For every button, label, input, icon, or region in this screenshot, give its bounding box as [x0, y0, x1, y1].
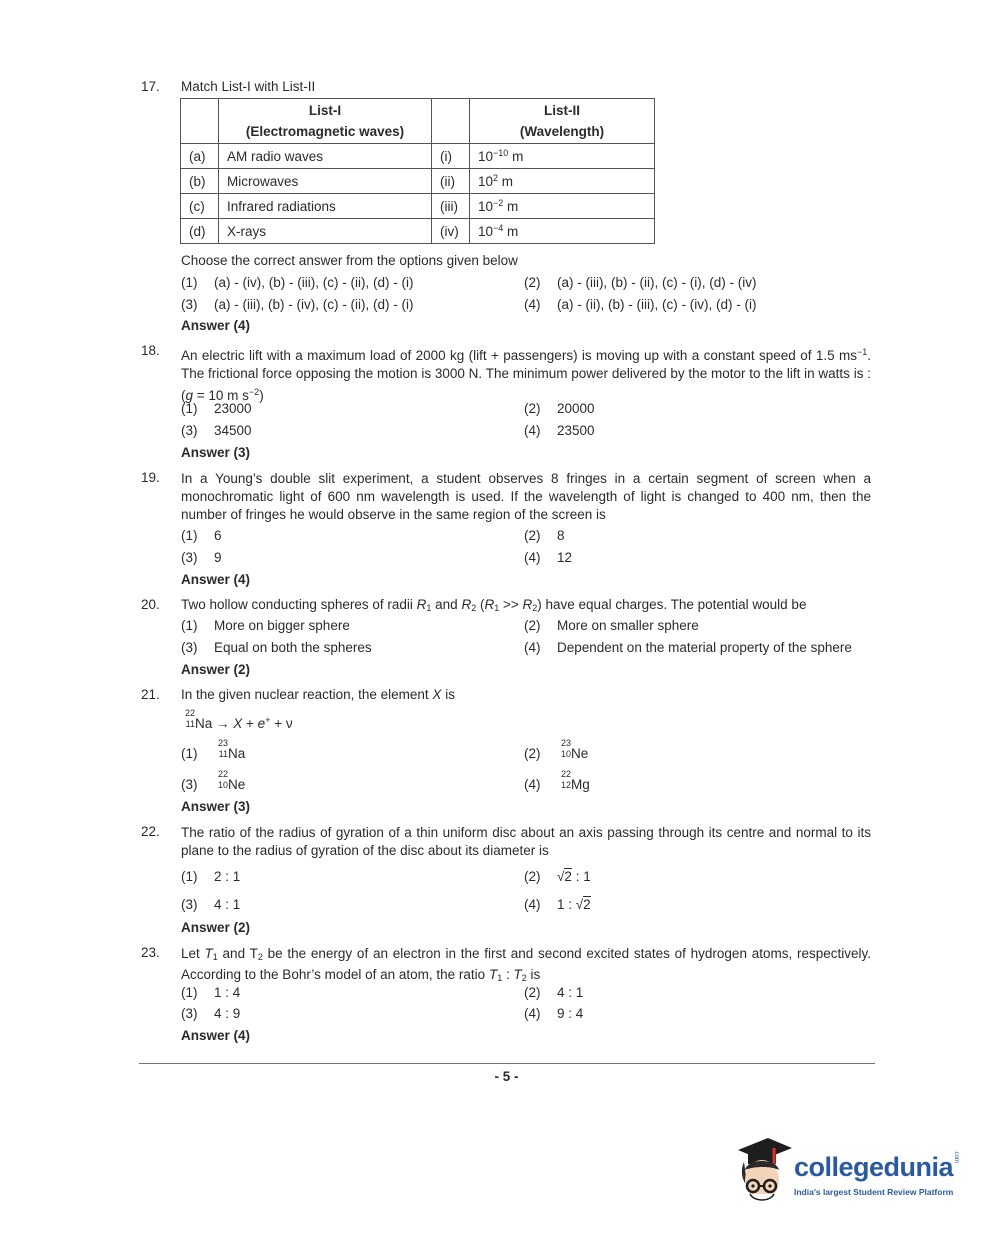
table-row — [181, 219, 655, 244]
option-label: (4) — [524, 423, 541, 438]
option-4 — [524, 297, 756, 312]
page-number: - 5 - — [494, 1069, 519, 1084]
row-label: (b) — [181, 169, 219, 194]
student-mascot-icon — [734, 1136, 794, 1210]
question-number: 22. — [141, 824, 160, 839]
question-number: 18. — [141, 343, 160, 358]
list1-subheading: (Electromagnetic waves) — [245, 124, 405, 139]
option-text: (a) - (iii), (b) - (iv), (c) - (ii), (d) - (i) — [214, 297, 414, 312]
wavelength-cell — [470, 219, 655, 244]
superscript: −2 — [248, 387, 260, 397]
answer: Answer (4) — [181, 572, 251, 587]
option-label: (1) — [181, 618, 198, 633]
option-text: 1 : 4 — [214, 985, 241, 1000]
option-text: 4 : 1 — [214, 897, 241, 912]
question-text — [181, 687, 455, 702]
brand-name: collegedunia — [794, 1152, 954, 1182]
text-part: In the given nuclear reaction, the element — [181, 687, 429, 702]
option-label: (1) — [181, 985, 198, 1000]
option-label: (2) — [524, 401, 541, 416]
answer: Answer (2) — [181, 920, 251, 935]
symbol-x: X — [432, 687, 442, 702]
row-roman: (i) — [432, 144, 470, 169]
instruction-text: Choose the correct answer from the options given below — [181, 253, 518, 268]
option-text: More on smaller sphere — [557, 618, 699, 633]
option-label: (1) — [181, 401, 198, 416]
table-row — [181, 169, 655, 194]
text-part: ) — [259, 388, 264, 403]
nuclear-equation: 22 11 Na → X + e+ + ν — [184, 708, 293, 731]
option-text: 4 : 1 — [557, 985, 584, 1000]
question-number: 23. — [141, 945, 160, 960]
question-text: Let $T_1$ and $T_2$ be the energy of an electron in the first and second excited states of hydrogen atoms, respectively. According to the Bohr’s model of an atom, the ratio $T_1$ : $T_2$ is — [181, 946, 871, 983]
option-label: (2) — [524, 528, 541, 543]
option-label: (2) — [524, 746, 541, 761]
wavelength-exponent: −10 — [493, 148, 509, 158]
wave-name: X-rays — [219, 219, 432, 244]
option-text: 12 — [557, 550, 573, 565]
option-text: Equal on both the spheres — [214, 640, 372, 655]
option-text: 9 — [214, 550, 222, 565]
answer: Answer (4) — [181, 318, 251, 333]
wave-name: AM radio waves — [219, 144, 432, 169]
option-3 — [181, 1006, 240, 1021]
row-label: (a) — [181, 144, 219, 169]
answer: Answer (4) — [181, 1028, 251, 1043]
row-label: (c) — [181, 194, 219, 219]
wave-name: Infrared radiations — [219, 194, 432, 219]
option-4 — [524, 640, 852, 655]
option-text: 23500 — [557, 423, 595, 438]
text-part: Let — [181, 946, 205, 961]
option-label: (3) — [181, 1006, 198, 1021]
option-text: Dependent on the material property of the sphere — [557, 640, 852, 655]
text-part: . The frictional force opposing the motion is 3000 N. The minimum power delivered by the motor to the lift in watts is : ( — [181, 348, 871, 403]
brand-tagline: India's largest Student Review Platform — [794, 1187, 954, 1197]
option-1 — [181, 985, 240, 1000]
brand-domain: .com — [953, 1150, 959, 1164]
option-text: Mg — [571, 777, 590, 792]
text-part: have equal charges. The potential would be — [541, 597, 807, 612]
option-label: (3) — [181, 550, 198, 565]
table-row — [181, 144, 655, 169]
row-label: (d) — [181, 219, 219, 244]
option-text: 8 — [557, 528, 565, 543]
option-text: 6 — [214, 528, 222, 543]
option-text: 4 : 9 — [214, 1006, 241, 1021]
option-4 — [524, 1006, 583, 1021]
option-2 — [524, 869, 591, 884]
answer: Answer (2) — [181, 662, 251, 677]
option-1 — [181, 275, 413, 290]
option-2 — [524, 618, 699, 633]
row-roman: (iv) — [432, 219, 470, 244]
option-3 — [181, 550, 222, 565]
text-part: is — [526, 967, 541, 982]
option-label: (4) — [524, 897, 541, 912]
option-label: (1) — [181, 275, 198, 290]
option-3: (3) 22 10 Ne — [181, 769, 246, 792]
footer-divider — [139, 1063, 875, 1064]
option-label: (4) — [524, 1006, 541, 1021]
option-1 — [181, 618, 350, 633]
question-number: 21. — [141, 687, 160, 702]
text-part: = 10 m s — [193, 388, 249, 403]
wavelength-unit: m — [503, 199, 519, 214]
wavelength-exponent: 2 — [493, 173, 499, 183]
symbol-g: g — [185, 388, 194, 403]
option-2 — [524, 985, 583, 1000]
wavelength-base: 10 — [478, 199, 494, 214]
wavelength-unit: m — [508, 149, 524, 164]
option-2 — [524, 275, 756, 290]
option-text: 34500 — [214, 423, 252, 438]
option-2 — [524, 528, 565, 543]
option-text: 23000 — [214, 401, 252, 416]
option-text: 20000 — [557, 401, 595, 416]
option-label: (3) — [181, 897, 198, 912]
option-text: (a) - (iii), (b) - (ii), (c) - (i), (d) - (iv) — [557, 275, 757, 290]
match-table — [180, 98, 655, 244]
question-number: 17. — [141, 79, 160, 94]
option-text: (a) - (iv), (b) - (iii), (c) - (ii), (d) - (i) — [214, 275, 414, 290]
option-label: (4) — [524, 297, 541, 312]
option-1 — [181, 401, 252, 416]
question-text — [181, 343, 871, 405]
wavelength-cell — [470, 194, 655, 219]
option-label: (2) — [524, 985, 541, 1000]
answer: Answer (3) — [181, 445, 251, 460]
option-3 — [181, 897, 240, 912]
option-text: √2 : 1 — [557, 869, 591, 884]
question-text: Match List-I with List-II — [181, 79, 316, 94]
table-row — [181, 194, 655, 219]
option-4 — [524, 550, 572, 565]
option-3 — [181, 640, 372, 655]
option-4 — [524, 423, 595, 438]
option-label: (1) — [181, 869, 198, 884]
question-text: In a Young’s double slit experiment, a student observes 8 fringes in a certain segment of screen when a monochromatic light of 600 nm wavelength is used. If the wavelength of light is changed to 400 nm, then the number of fringes he would observe in the same region of the screen is — [181, 471, 871, 522]
option-label: (4) — [524, 777, 541, 792]
option-label: (3) — [181, 640, 198, 655]
option-2: (2) 23 10 Ne — [524, 738, 589, 761]
option-4 — [524, 897, 591, 912]
question-text: Two hollow conducting spheres of radii $R_1$ and $R_2$ $(R_1 >> R_2)$ have equal charges. The potential would be — [181, 597, 807, 613]
wavelength-unit: m — [498, 174, 514, 189]
text-part: An electric lift with a maximum load of 2000 kg (lift + passengers) is moving up with a constant speed of 1.5 ms — [181, 348, 857, 363]
option-text: 2 : 1 — [214, 869, 241, 884]
text-part: is — [445, 687, 455, 702]
option-label: (2) — [524, 618, 541, 633]
text-part: Two hollow conducting spheres of radii — [181, 597, 417, 612]
option-3 — [181, 423, 252, 438]
row-roman: (ii) — [432, 169, 470, 194]
wave-name: Microwaves — [219, 169, 432, 194]
option-text: Ne — [228, 777, 246, 792]
option-text: Na — [228, 746, 246, 761]
option-1 — [181, 528, 222, 543]
option-label: (3) — [181, 423, 198, 438]
brand-logo[interactable] — [734, 1136, 964, 1210]
list2-heading: List-II — [544, 103, 580, 118]
wavelength-base: 10 — [478, 149, 494, 164]
row-roman: (iii) — [432, 194, 470, 219]
wavelength-base: 10 — [478, 224, 494, 239]
option-text: (a) - (ii), (b) - (iii), (c) - (iv), (d) - (i) — [557, 297, 757, 312]
option-label: (1) — [181, 746, 198, 761]
wavelength-unit: m — [503, 224, 519, 239]
option-label: (4) — [524, 550, 541, 565]
option-1 — [181, 869, 240, 884]
option-2 — [524, 401, 595, 416]
superscript: −1 — [856, 347, 868, 357]
question-text: The ratio of the radius of gyration of a thin uniform disc about an axis passing through its centre and normal to its plane to the radius of gyration of the disc about its diameter is — [181, 825, 871, 858]
wavelength-cell — [470, 144, 655, 169]
option-text: More on bigger sphere — [214, 618, 350, 633]
question-number: 19. — [141, 470, 160, 485]
option-text: 9 : 4 — [557, 1006, 584, 1021]
question-number: 20. — [141, 597, 160, 612]
option-text: 1 : √2 — [557, 897, 591, 912]
option-label: (2) — [524, 275, 541, 290]
option-label: (2) — [524, 869, 541, 884]
option-3 — [181, 297, 413, 312]
answer: Answer (3) — [181, 799, 251, 814]
option-text: Ne — [571, 746, 589, 761]
option-label: (4) — [524, 640, 541, 655]
option-1: (1) 23 11 Na — [181, 738, 246, 761]
list2-subheading: (Wavelength) — [519, 124, 605, 139]
option-label: (3) — [181, 297, 198, 312]
option-4: (4) 22 12 Mg — [524, 769, 590, 792]
option-label: (1) — [181, 528, 198, 543]
option-label: (3) — [181, 777, 198, 792]
wavelength-exponent: −4 — [493, 223, 504, 233]
wavelength-cell — [470, 169, 655, 194]
list1-heading: List-I — [308, 103, 342, 118]
text-part: be the energy of an electron in the first and second excited states of hydrogen atoms, respectively. According to the Bohr’s model of an atom, the ratio — [181, 946, 871, 982]
wavelength-base: 10 — [478, 174, 494, 189]
wavelength-exponent: −2 — [493, 198, 504, 208]
